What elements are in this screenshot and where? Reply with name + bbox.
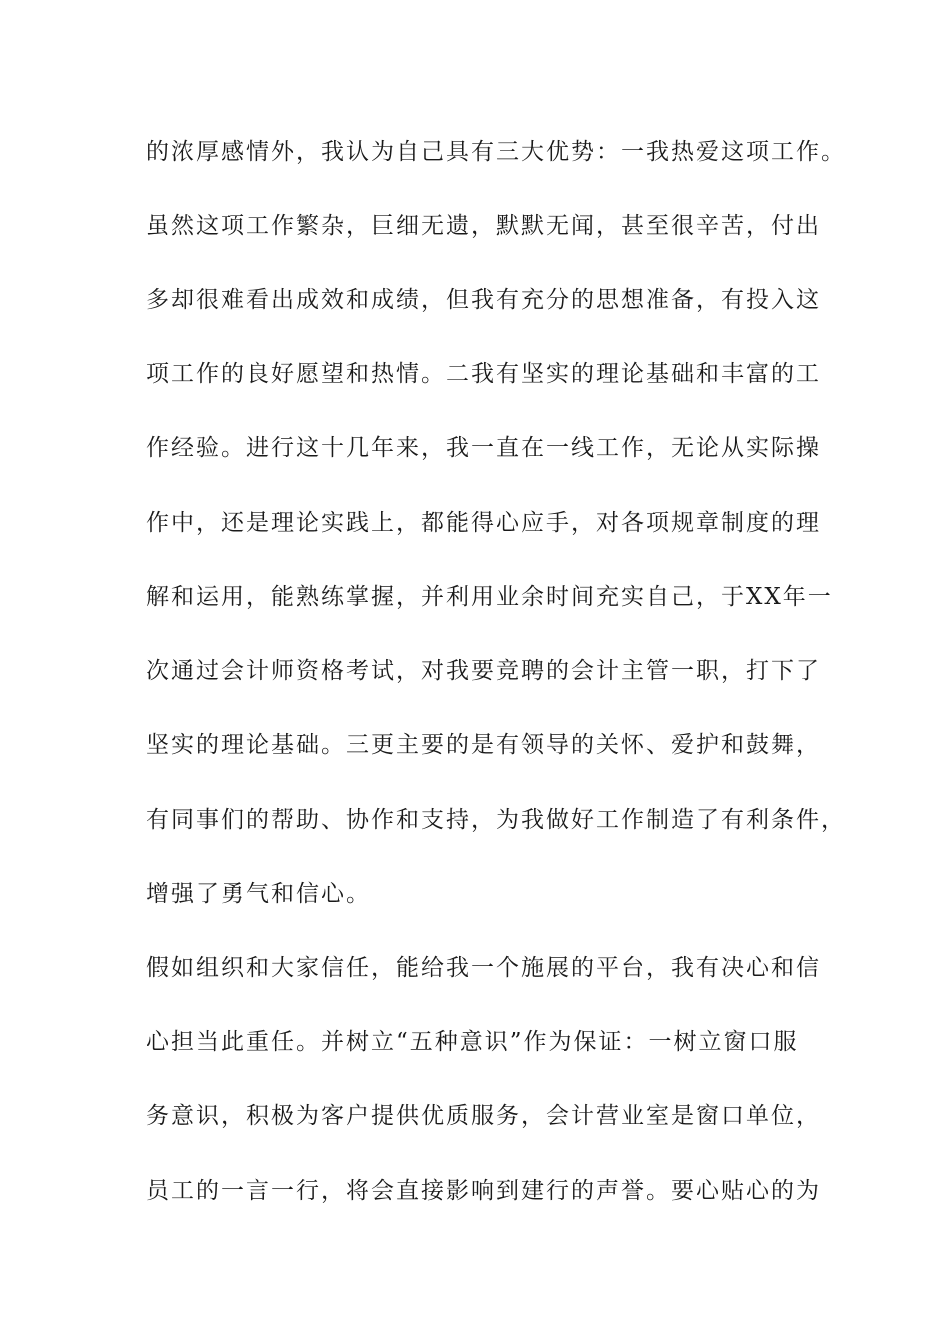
text-line: 的浓厚感情外，我认为自己具有三大优势：一我热爱这项工作。 — [146, 139, 846, 165]
text-line: 次通过会计师资格考试，对我要竞聘的会计主管一职，打下了 — [146, 658, 821, 684]
text-line: 作中，还是理论实践上，都能得心应手，对各项规章制度的理 — [146, 510, 821, 536]
text-line: 作经验。进行这十几年来，我一直在一线工作，无论从实际操 — [146, 435, 821, 461]
text-line: 项工作的良好愿望和热情。二我有坚实的理论基础和丰富的工 — [146, 361, 821, 387]
text-line: 解和运用，能熟练掌握，并利用业余时间充实自己，于XX年一 — [146, 584, 833, 610]
text-line: 务意识，积极为客户提供优质服务，会计营业室是窗口单位， — [146, 1103, 821, 1129]
text-line: 多却很难看出成效和成绩，但我有充分的思想准备，有投入这 — [146, 287, 821, 313]
text-line: 坚实的理论基础。三更主要的是有领导的关怀、爱护和鼓舞， — [146, 732, 821, 758]
text-line: 有同事们的帮助、协作和支持，为我做好工作制造了有利条件， — [146, 807, 846, 833]
text-line: 增强了勇气和信心。 — [146, 881, 371, 907]
text-line: 虽然这项工作繁杂，巨细无遗，默默无闻，甚至很辛苦，付出 — [146, 213, 821, 239]
text-line: 员工的一言一行，将会直接影响到建行的声誉。要心贴心的为 — [146, 1178, 821, 1204]
paragraph-start-line: 假如组织和大家信任，能给我一个施展的平台，我有决心和信 — [146, 955, 821, 981]
text-line: 心担当此重任。并树立“五种意识”作为保证：一树立窗口服 — [146, 1029, 799, 1055]
